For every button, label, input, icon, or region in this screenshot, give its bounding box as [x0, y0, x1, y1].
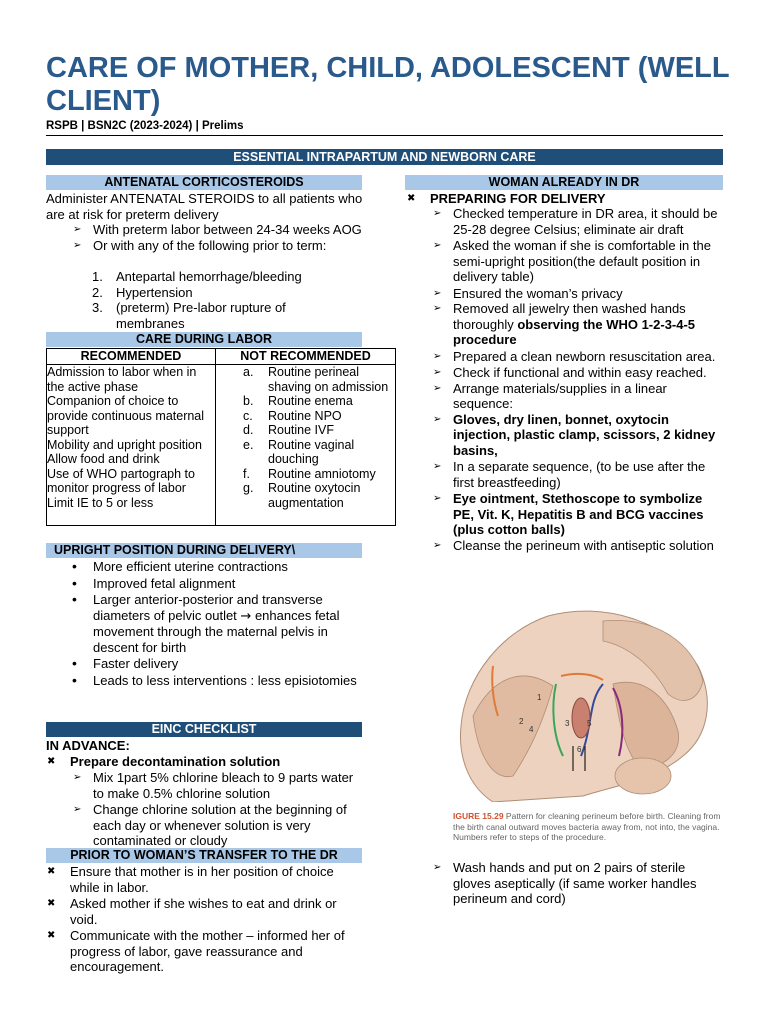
prior-transfer-item: ✖ Communicate with the mother – informed her of progress of labor, gave reassurance and encouragement.	[70, 928, 360, 975]
decon-item: ✖ Prepare decontamination solution	[70, 754, 365, 770]
page-subtitle: RSPB | BSN2C (2023-2024) | Prelims	[46, 120, 244, 132]
not-recommended-item: a. Routine perineal shaving on admission	[243, 365, 389, 394]
upright-item: • Larger anterior-posterior and transverse diameters of pelvic outlet → enhances fetal movement through the maternal pelvis in descent for birth	[93, 592, 363, 655]
antenatal-point: ➢ Or with any of the following prior to term:	[93, 238, 363, 254]
not-recommended-list	[216, 365, 395, 510]
recommended-item: Use of WHO partograph to monitor progress of labor	[47, 466, 195, 495]
figure-label: 2	[519, 717, 524, 726]
header-rule	[46, 135, 723, 136]
upright-item: • More efficient uterine contractions	[93, 559, 363, 575]
decon-list	[70, 754, 365, 770]
recommended-item: Mobility and upright position	[47, 437, 202, 452]
not-recommended-item: b. Routine enema	[243, 394, 353, 408]
recommended-item: Admission to labor when in the active phase	[47, 365, 197, 394]
in-advance-label: IN ADVANCE:	[46, 738, 130, 753]
antenatal-intro: Administer ANTENATAL STEROIDS to all patients who are at risk for preterm delivery	[46, 191, 363, 222]
condition-item: 1. Antepartal hemorrhage/bleeding	[92, 269, 302, 284]
decon-step: ➢ Change chlorine solution at the beginning of each day or whenever solution is very contaminated or cloudy	[93, 802, 358, 849]
dr-step: ➢ Removed all jewelry then washed hands thoroughly observing the WHO 1-2-3-4-5 procedure	[453, 301, 725, 348]
antenatal-point: ➢ With preterm labor between 24-34 weeks AOG	[93, 222, 363, 238]
einc-heading: EINC CHECKLIST	[46, 722, 362, 737]
recommended-item: Allow food and drink	[47, 452, 160, 466]
not-recommended-item: d. Routine IVF	[243, 423, 335, 437]
upright-item: • Faster delivery	[93, 656, 363, 672]
upright-heading: UPRIGHT POSITION DURING DELIVERY\	[46, 543, 362, 558]
not-recommended-item: c. Routine NPO	[243, 408, 342, 423]
prior-transfer-item: ✖ Ensure that mother is in her position of choice while in labor.	[70, 864, 360, 895]
section-banner: ESSENTIAL INTRAPARTUM AND NEWBORN CARE	[46, 149, 723, 165]
figure-label: 3	[565, 719, 570, 728]
not-recommended-item: e. Routine vaginal douching	[243, 437, 355, 466]
dr-heading: WOMAN ALREADY IN DR	[405, 175, 723, 190]
decon-step: ➢ Mix 1part 5% chlorine bleach to 9 parts water to make 0.5% chlorine solution	[93, 770, 358, 801]
dr-step: ➢ Gloves, dry linen, bonnet, oxytocin injection, plastic clamp, scissors, 2 kidney basins,	[453, 412, 725, 459]
preparing-list	[430, 191, 720, 207]
upright-item: • Improved fetal alignment	[93, 576, 363, 592]
col-recommended: RECOMMENDED	[47, 349, 216, 365]
dr-step: ➢ Check if functional and within easy reached.	[453, 365, 725, 381]
upright-list	[93, 559, 363, 688]
not-recommended-cell	[216, 365, 396, 526]
dr-step: ➢ Eye ointment, Stethoscope to symbolize PE, Vit. K, Hepatitis B and BCG vaccines (plus cotton balls)	[453, 491, 725, 538]
dr-step: ➢ Checked temperature in DR area, it should be 25-28 degree Celsius; eliminate air draft	[453, 206, 725, 237]
upright-item: • Leads to less interventions : less episiotomies	[93, 673, 363, 689]
prior-transfer-heading: PRIOR TO WOMAN’S TRANSFER TO THE DR	[46, 848, 362, 863]
antenatal-conditions	[92, 269, 356, 331]
dr-step: ➢ Asked the woman if she is comfortable in the semi-upright position(the default position in delivery table)	[453, 238, 725, 285]
recommended-cell	[47, 365, 216, 526]
dr-step: ➢ Cleanse the perineum with antiseptic solution	[453, 538, 725, 554]
decon-steps	[93, 770, 358, 849]
dr-step: ➢ Wash hands and put on 2 pairs of sterile gloves aseptically (if same worker handles perineum and cord)	[453, 860, 723, 907]
arrow-icon: →	[240, 608, 252, 624]
page-title: CARE OF MOTHER, CHILD, ADOLESCENT (WELL CLIENT)	[46, 52, 730, 117]
col-not-recommended: NOT RECOMMENDED	[216, 349, 396, 365]
condition-item: 3. (preterm) Pre-labor rupture of membranes	[92, 300, 286, 331]
final-steps	[453, 860, 723, 907]
prior-transfer-item: ✖ Asked mother if she wishes to eat and drink or void.	[70, 896, 360, 927]
preparing-item: ✖ PREPARING FOR DELIVERY	[430, 191, 720, 207]
figure-label: 6	[577, 745, 582, 754]
dr-step: ➢ In a separate sequence, (to be use after the first breastfeeding)	[453, 459, 725, 490]
recommended-item: Limit IE to 5 or less	[47, 495, 154, 510]
prior-transfer-list	[70, 864, 360, 975]
dr-steps	[453, 206, 725, 553]
antenatal-points	[93, 222, 363, 253]
figure-label: 5	[587, 719, 592, 728]
dr-step: ➢ Ensured the woman’s privacy	[453, 286, 725, 302]
care-labor-table	[46, 348, 396, 526]
figure-label: 1	[537, 693, 542, 702]
figure-caption: IGURE 15.29 Pattern for cleaning perineum before birth. Cleaning from the birth canal outward moves bacteria away from, not into, the vagina. Numbers refer to steps of the procedure.	[453, 811, 721, 842]
perineum-cleaning-figure	[453, 606, 723, 802]
not-recommended-item: g. Routine oxytocin augmentation	[243, 481, 361, 510]
dr-step: ➢ Arrange materials/supplies in a linear sequence:	[453, 381, 725, 412]
not-recommended-item: f. Routine amniotomy	[243, 466, 376, 481]
condition-item: 2. Hypertension	[92, 284, 193, 300]
dr-step: ➢ Prepared a clean newborn resuscitation area.	[453, 349, 725, 365]
recommended-item: Companion of choice to provide continuous maternal support	[47, 394, 205, 437]
antenatal-heading: ANTENATAL CORTICOSTEROIDS	[46, 175, 362, 190]
figure-label: 4	[529, 725, 534, 734]
care-labor-heading: CARE DURING LABOR	[46, 332, 362, 347]
